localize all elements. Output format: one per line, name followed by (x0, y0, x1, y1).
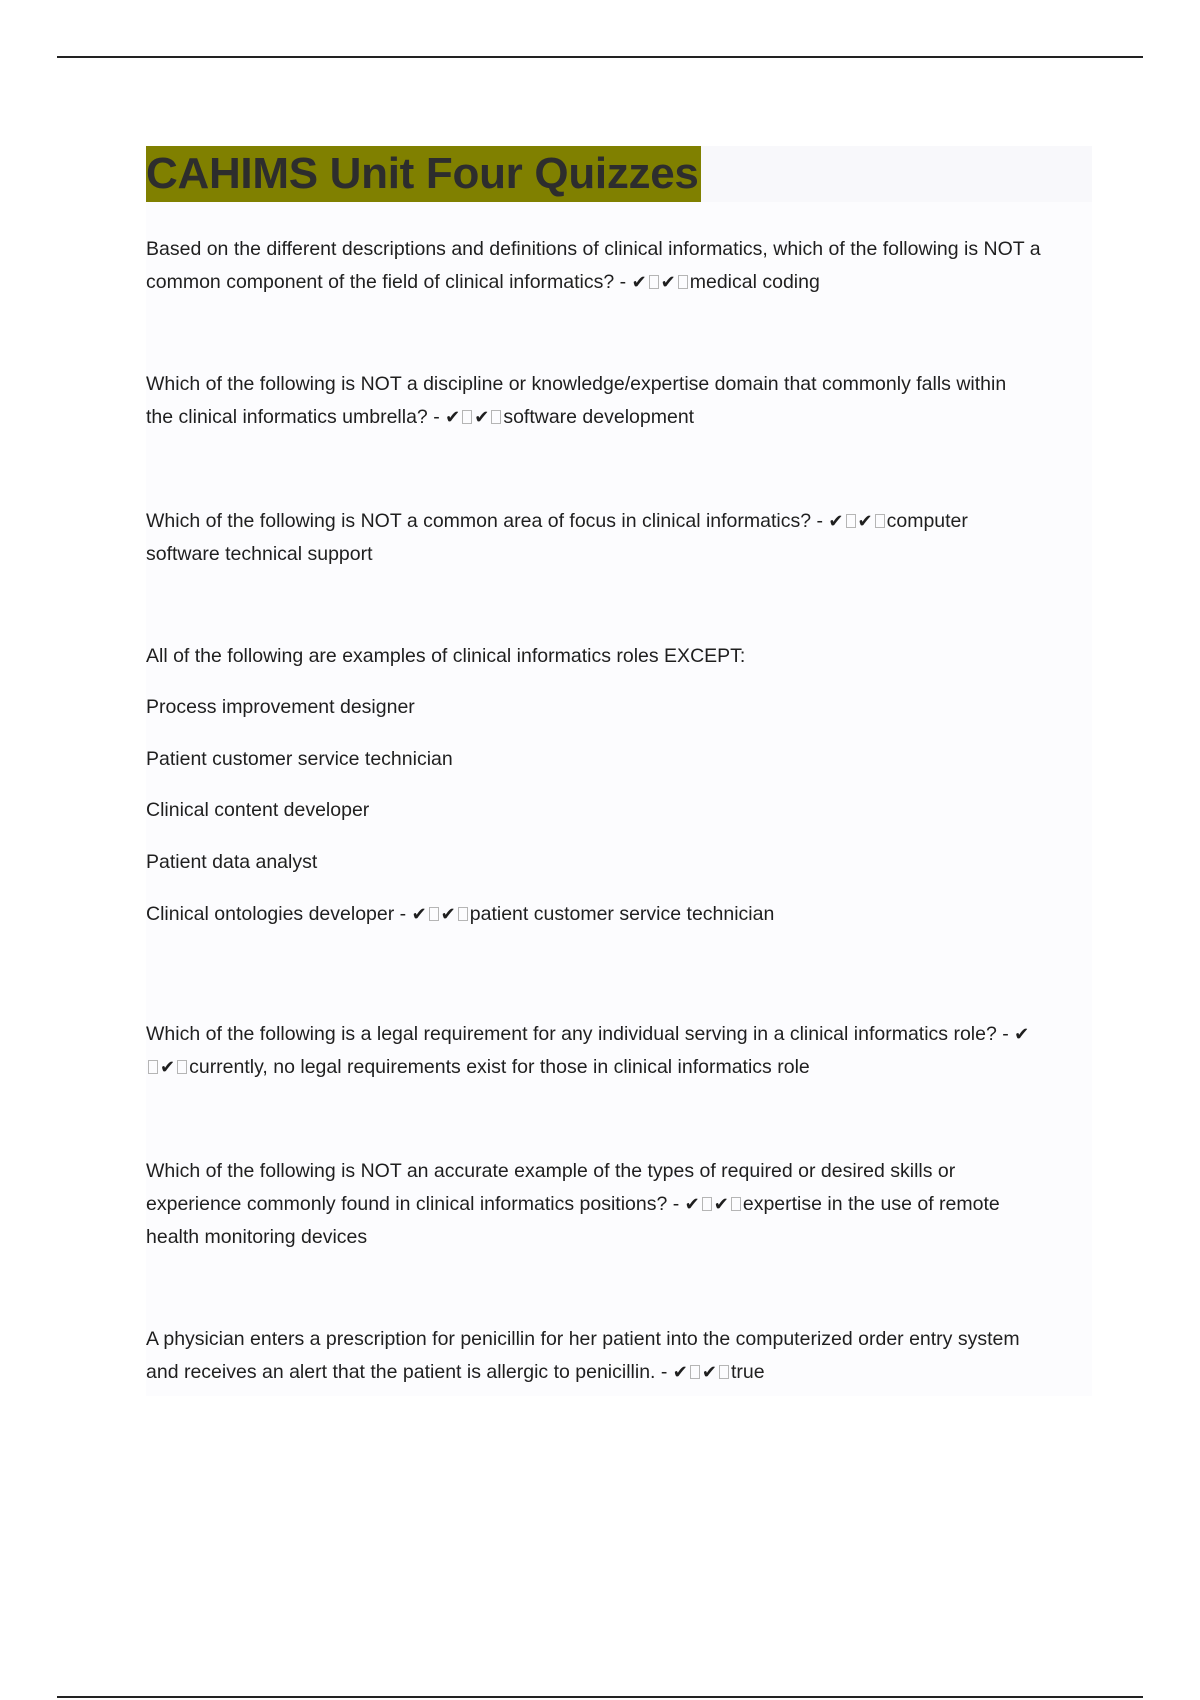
question-6-text: experience commonly found in clinical informatics positions? - (146, 1193, 680, 1215)
question-item-3 (146, 505, 1092, 571)
empty-box-icon (649, 275, 659, 289)
empty-box-icon (458, 907, 468, 921)
question-2-text: the clinical informatics umbrella? - (146, 406, 440, 428)
question-3-text: Which of the following is NOT a common area of focus in clinical informatics? - (146, 510, 823, 532)
check-icon: ✔ (701, 1362, 717, 1383)
question-7-answer: true (730, 1361, 765, 1383)
question-7-line-2 (146, 1356, 1092, 1389)
question-4-option-last (146, 898, 774, 931)
empty-box-icon (148, 1060, 158, 1074)
top-divider (57, 56, 1143, 58)
bottom-divider (57, 1696, 1143, 1698)
question-item-7 (146, 1323, 1092, 1389)
empty-box-icon (731, 1197, 741, 1211)
question-item-5 (146, 1018, 1092, 1084)
question-6-answer-part-2: health monitoring devices (146, 1226, 368, 1248)
empty-box-icon (678, 275, 688, 289)
question-4-option: Clinical ontologies developer - (146, 903, 407, 925)
check-icon: ✔ (440, 904, 456, 925)
question-6-line-2 (146, 1188, 1092, 1221)
check-icon: ✔ (411, 904, 427, 925)
question-1-line-2 (146, 266, 1092, 299)
check-icon: ✔ (828, 511, 844, 532)
question-1-text: common component of the field of clinical informatics? - (146, 271, 627, 293)
check-icon: ✔ (672, 1362, 688, 1383)
question-4-stem: All of the following are examples of clinical informatics roles EXCEPT: (146, 645, 746, 667)
question-3-answer-part-1: computer (886, 510, 968, 532)
question-5-text: Which of the following is a legal requirement for any individual serving in a clinical informatics role? - (146, 1023, 1009, 1045)
empty-box-icon (177, 1060, 187, 1074)
check-icon: ✔ (631, 272, 647, 293)
empty-box-icon (875, 514, 885, 528)
question-1-answer: medical coding (689, 271, 820, 293)
empty-box-icon (719, 1365, 729, 1379)
question-2-answer: software development (503, 406, 695, 428)
empty-box-icon (491, 410, 501, 424)
check-icon: ✔ (1014, 1024, 1030, 1045)
check-icon: ✔ (857, 511, 873, 532)
question-item-2 (146, 368, 1092, 434)
question-6-line-1: Which of the following is NOT an accurate example of the types of required or desired skills or (146, 1160, 956, 1182)
question-2-line-2 (146, 401, 1092, 434)
title-bar (146, 146, 1092, 202)
check-icon: ✔ (474, 407, 490, 428)
question-4-answer: patient customer service technician (469, 903, 775, 925)
question-2-line-1: Which of the following is NOT a discipline or knowledge/expertise domain that commonly falls within (146, 373, 1007, 395)
page-title: CAHIMS Unit Four Quizzes (146, 146, 701, 202)
question-item-6 (146, 1155, 1092, 1254)
question-4-option: Process improvement designer (146, 696, 415, 718)
check-icon: ✔ (660, 272, 676, 293)
empty-box-icon (429, 907, 439, 921)
question-1-line-1: Based on the different descriptions and definitions of clinical informatics, which of the following is NOT a (146, 238, 1041, 260)
empty-box-icon (690, 1365, 700, 1379)
question-item-1 (146, 233, 1092, 299)
empty-box-icon (702, 1197, 712, 1211)
check-icon: ✔ (684, 1194, 700, 1215)
question-7-text: and receives an alert that the patient is allergic to penicillin. - (146, 1361, 668, 1383)
question-4-option: Patient data analyst (146, 851, 318, 873)
check-icon: ✔ (713, 1194, 729, 1215)
document-body (146, 146, 1092, 1396)
question-4-option: Clinical content developer (146, 799, 370, 821)
question-5-line-1 (146, 1018, 1092, 1051)
empty-box-icon (462, 410, 472, 424)
question-5-answer: currently, no legal requirements exist for those in clinical informatics role (189, 1056, 810, 1078)
question-5-line-2 (146, 1051, 1092, 1084)
question-3-line-1 (146, 505, 1092, 538)
question-3-answer-part-2: software technical support (146, 543, 373, 565)
question-4-option: Patient customer service technician (146, 748, 453, 770)
check-icon: ✔ (160, 1057, 176, 1078)
question-6-answer-part-1: expertise in the use of remote (742, 1193, 1000, 1215)
question-7-line-1: A physician enters a prescription for penicillin for her patient into the computerized order entry system (146, 1328, 1020, 1350)
check-icon: ✔ (445, 407, 461, 428)
empty-box-icon (846, 514, 856, 528)
